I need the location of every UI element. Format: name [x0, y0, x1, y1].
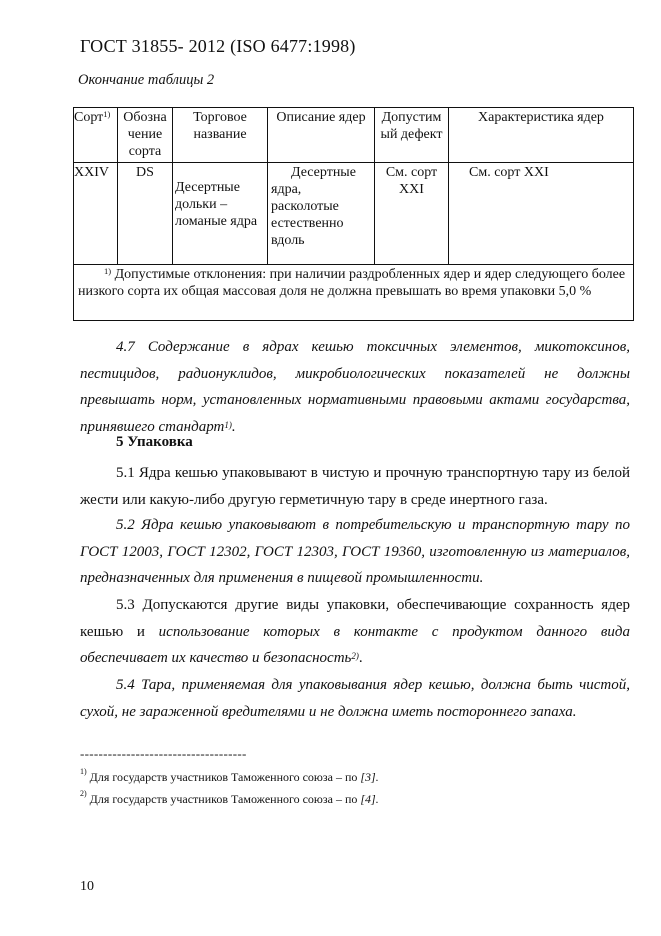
table-note-mark: 1)	[104, 266, 112, 276]
paragraph-4-7-footnote-mark: 1)	[224, 419, 232, 430]
paragraph-4-7	[80, 334, 630, 440]
paragraph-5-3-footnote-mark: 2)	[351, 651, 359, 661]
table-row	[74, 163, 634, 265]
table-note-text: Допустимые отклонения: при наличии раздробленных ядер и ядер следующего более низкого сорта их общая массовая доля не должна превышать во время упаковки 5,0 %	[78, 267, 626, 299]
paragraph-5-1-text: 5.1 Ядра кешью упаковывают в чистую и прочную транспортную тару из белой жести или какую-либо другую герметичную тару в среде инертного газа.	[80, 465, 630, 508]
footnote-1	[80, 767, 379, 785]
paragraph-5-3-lead: 5.3 Допускаются другие виды упаковки, обеспечивающие сохранность ядер кешью и	[80, 597, 630, 640]
document-header: ГОСТ 31855- 2012 (ISO 6477:1998)	[80, 36, 356, 56]
cell-defect: См. сорт XXI	[375, 163, 449, 265]
col-header-characteristic: Характеристика ядер	[449, 108, 634, 163]
col-header-sort-footnote-mark: 1)	[103, 109, 111, 119]
cell-characteristic: См. сорт XXI	[449, 163, 634, 265]
paragraph-5-2-text: 5.2 Ядра кешью упаковывают в потребительскую и транспортную тару по ГОСТ 12003, ГОСТ 12302, ГОСТ 12303, ГОСТ 19360, изготовленную из материалов, предназначенных для применения в пищевой промышленности.	[80, 517, 630, 586]
table-note-row	[74, 265, 634, 321]
table-header-row	[74, 108, 634, 163]
paragraph-4-7-end: .	[231, 418, 236, 435]
page-number: 10	[80, 879, 94, 894]
cell-description: Десертные ядра, расколотые естественно вдоль	[268, 163, 375, 265]
col-header-description: Описание ядер	[268, 108, 375, 163]
footnote-2-mark: 2)	[80, 789, 87, 798]
paragraph-5-3-end: .	[358, 650, 363, 666]
footnote-2-text: Для государств участников Таможенного союза – по	[86, 792, 361, 806]
footnote-1-text: Для государств участников Таможенного союза – по	[86, 770, 361, 784]
sort-table	[73, 107, 634, 321]
paragraph-5-3-italic: использование которых в контакте с продуктом данного вида обеспечивает их качество и безопасность	[80, 623, 631, 666]
col-header-sort	[74, 108, 118, 163]
paragraph-5-4-text: 5.4 Тара, применяемая для упаковывания ядер кешью, должна быть чистой, сухой, не зараженной вредителями и не должна иметь постороннего запаха.	[80, 677, 630, 720]
col-header-designation: Обозна чение сорта	[118, 108, 173, 163]
footnote-1-ref: [3].	[360, 770, 379, 784]
col-header-defect: Допустим ый дефект	[375, 108, 449, 163]
cell-trade-name: Десертные дольки – ломаные ядра	[173, 163, 268, 265]
cell-designation: DS	[118, 163, 173, 265]
footnote-2	[80, 789, 379, 807]
paragraph-5-1	[80, 460, 630, 513]
section-5-heading: 5 Упаковка	[116, 434, 193, 450]
footnote-2-ref: [4].	[360, 792, 379, 806]
cell-sort: XXIV	[74, 163, 118, 265]
footnote-separator: ------------------------------------	[80, 746, 247, 761]
table-note	[74, 265, 634, 321]
col-header-trade-name: Торговое название	[173, 108, 268, 163]
table-caption: Окончание таблицы 2	[78, 72, 215, 88]
paragraph-5-2	[80, 512, 630, 592]
paragraph-5-3	[80, 592, 630, 672]
col-header-sort-label: Сорт	[74, 110, 104, 125]
paragraph-4-7-text: 4.7 Содержание в ядрах кешью токсичных элементов, микотоксинов, пестицидов, радионуклидов, микробиологических показателей не должны превышать норм, установленных нормативными правовыми актами государства, принявшего стандарт	[80, 339, 630, 435]
footnote-1-mark: 1)	[80, 767, 87, 776]
paragraph-5-4	[80, 672, 630, 725]
